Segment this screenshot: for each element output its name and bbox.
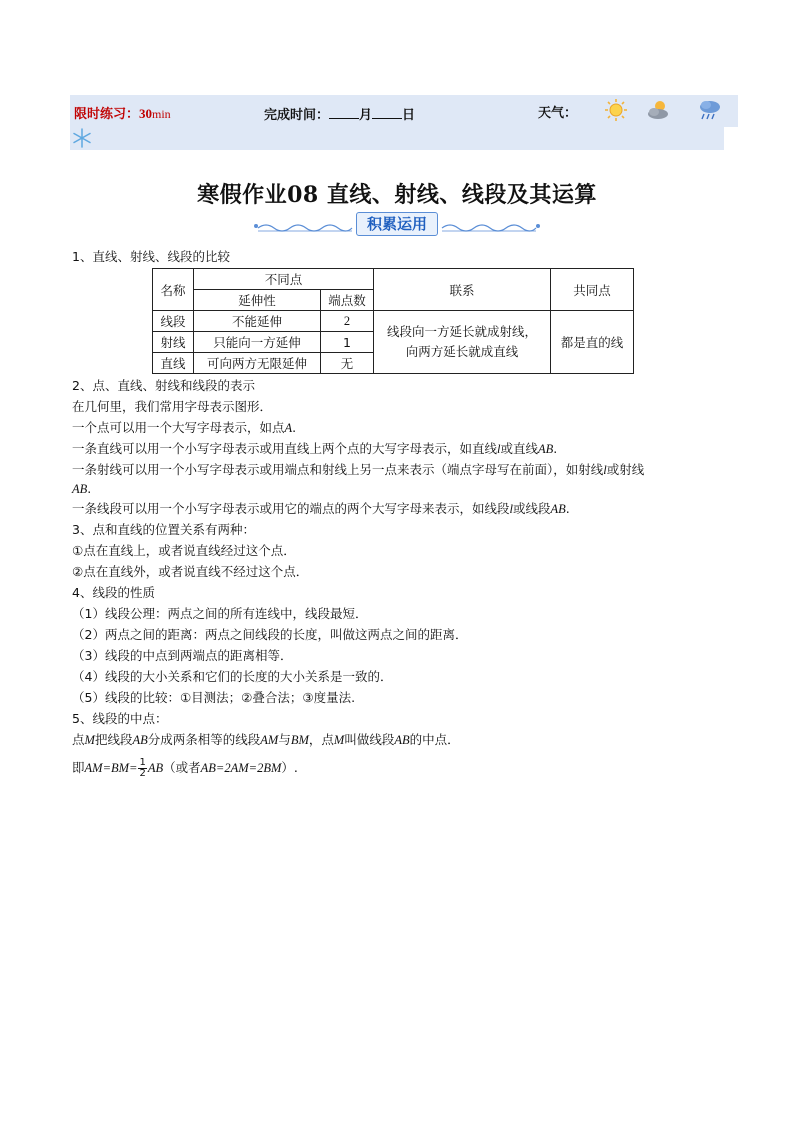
- row-endpoints: 2: [321, 311, 374, 332]
- var: A: [284, 421, 293, 435]
- section4-item: （1）线段公理：两点之间的所有连线中，线段最短．: [72, 606, 368, 621]
- section2-heading: 2、点、直线、射线和线段的表示: [72, 378, 255, 393]
- section4-item: （5）线段的比较：①目测法；②叠合法；③度量法.: [72, 690, 356, 705]
- text: 与: [278, 732, 291, 747]
- var: BM: [290, 733, 309, 747]
- row-extend: 不能延伸: [194, 311, 321, 332]
- header-bar-lower: [70, 127, 724, 150]
- weather-label: 天气：: [538, 106, 578, 121]
- text: 叫做线段: [344, 732, 395, 747]
- text: .: [87, 481, 92, 496]
- banner-label: 积累运用: [356, 212, 438, 236]
- completion-time: [264, 106, 415, 124]
- time-limit-unit: min: [152, 107, 171, 121]
- text: ，点: [308, 732, 334, 747]
- text: 分成两条相等的线段: [147, 732, 261, 747]
- section4-item: （3）线段的中点到两端点的距离相等．: [72, 648, 293, 663]
- var: AM: [260, 733, 279, 747]
- sun-icon[interactable]: [603, 98, 629, 122]
- section3-item2: ②点在直线外，或者说直线不经过这个点．: [72, 564, 309, 579]
- var: AB: [132, 733, 148, 747]
- text: 或射线: [606, 462, 645, 477]
- partly-cloudy-icon[interactable]: [646, 98, 672, 122]
- header-common: 共同点: [551, 269, 634, 311]
- denominator: 2: [139, 768, 146, 779]
- text: .: [292, 420, 297, 435]
- var: AB: [394, 733, 410, 747]
- snowflake-icon: [72, 128, 92, 148]
- section2-p4: [72, 461, 644, 479]
- var: l: [603, 463, 607, 477]
- row-endpoints: 无: [321, 353, 374, 374]
- text: 一个点可以用一个大写字母表示，如点: [72, 420, 285, 435]
- link-line-1: 线段向一方延长就成射线，: [386, 324, 537, 339]
- var: l: [497, 442, 501, 456]
- var: l: [509, 502, 513, 516]
- completion-label: 完成时间：: [264, 108, 330, 123]
- day-label: 日: [402, 108, 416, 123]
- month-label: 月: [359, 108, 373, 123]
- text: .: [565, 501, 570, 516]
- header-endpoints: 端点数: [321, 290, 374, 311]
- var: AB: [147, 761, 164, 775]
- text: 一条直线可以用一个小写字母表示或用直线上两个点的大写字母表示，如直线: [72, 441, 498, 456]
- text: .: [553, 441, 558, 456]
- numerator: 1: [139, 757, 146, 768]
- text: 的中点．: [409, 732, 460, 747]
- time-limit-label: 限时练习：: [74, 106, 140, 121]
- month-blank[interactable]: [329, 106, 359, 119]
- row-name: 直线: [153, 353, 194, 374]
- text: 或线段: [513, 501, 551, 516]
- row-name: 线段: [153, 311, 194, 332]
- section2-p1: 在几何里，我们常用字母表示图形．: [72, 399, 273, 414]
- text: 点: [72, 732, 85, 747]
- row-extend: 只能向一方延伸: [194, 332, 321, 353]
- equation: AM=BM=: [84, 761, 138, 775]
- var: AB: [538, 442, 554, 456]
- section5-p1: [72, 731, 460, 749]
- time-limit-value: 30: [139, 106, 153, 121]
- section3-item1: ①点在直线上，或者说直线经过这个点．: [72, 543, 296, 558]
- section4-item: （2）两点之间的距离：两点之间线段的长度，叫做这两点之间的距离．: [72, 627, 468, 642]
- rain-cloud-icon[interactable]: [697, 98, 723, 122]
- section2-p2: [72, 419, 296, 437]
- section2-p5: [72, 500, 570, 518]
- link-line-2: 向两方延长就成直线: [405, 344, 519, 359]
- var: M: [333, 733, 345, 747]
- var: M: [84, 733, 95, 747]
- comparison-table: [152, 268, 634, 374]
- header-extend: 延伸性: [194, 290, 321, 311]
- row-extend: 可向两方无限延伸: [194, 353, 321, 374]
- section4-heading: 4、线段的性质: [72, 585, 155, 600]
- day-blank[interactable]: [372, 106, 402, 119]
- section4-item: （4）线段的大小关系和它们的长度的大小关系是一致的．: [72, 669, 393, 684]
- text: （或者: [163, 760, 201, 775]
- var: AB: [72, 482, 88, 496]
- header-link: 联系: [374, 269, 551, 311]
- text: 或直线: [500, 441, 539, 456]
- link-cell: [374, 311, 551, 374]
- text: ）.: [281, 760, 298, 775]
- section5-heading: 5、线段的中点：: [72, 711, 168, 726]
- time-limit: [74, 106, 171, 122]
- fraction: [138, 758, 146, 779]
- text: 即: [72, 760, 85, 775]
- common-cell: 都是直的线: [551, 311, 634, 374]
- page-title: 寒假作业08 直线、射线、线段及其运算: [197, 182, 597, 208]
- row-name: 射线: [153, 332, 194, 353]
- header-name: 名称: [153, 269, 194, 311]
- row-endpoints: 1: [321, 332, 374, 353]
- section1-heading: 1、直线、射线、线段的比较: [72, 249, 230, 264]
- section2-p4-cont: [72, 480, 91, 498]
- text: 把线段: [94, 732, 133, 747]
- section-banner: [252, 210, 542, 240]
- header-diff: 不同点: [194, 269, 374, 290]
- text: 一条射线可以用一个小写字母表示或用端点和射线上另一点来表示（端点字母写在前面），如射线: [72, 462, 604, 477]
- var: AB: [550, 502, 566, 516]
- text: 一条线段可以用一个小写字母表示或用它的端点的两个大写字母来表示，如线段: [72, 501, 510, 516]
- section5-p2: [72, 756, 298, 780]
- section3-heading: 3、点和直线的位置关系有两种：: [72, 522, 255, 537]
- equation: AB=2AM=2BM: [200, 761, 282, 775]
- section2-p3: [72, 440, 557, 458]
